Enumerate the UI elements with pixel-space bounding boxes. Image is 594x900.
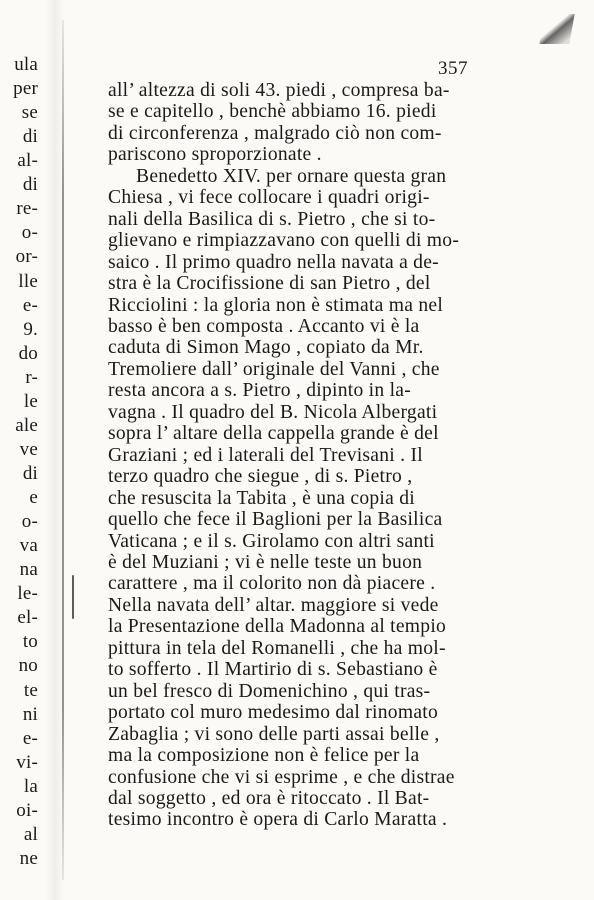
left-page-fragment: r- [25, 367, 38, 388]
text-line: all’ altezza di soli 43. piedi , compresa ba- [108, 80, 450, 101]
text-line: stra è la Crocifissione di san Pietro , del [108, 273, 431, 295]
text-line: che resuscita la Tabita , è una copia di [108, 487, 415, 509]
text-line: carattere , ma il colorito non dà piacere . [108, 573, 436, 595]
text-line: pittura in tela del Romanelli , che ha mol- [108, 637, 446, 659]
left-page-fragment: 9. [23, 319, 38, 340]
text-line: ma la composizione non è felice per la [108, 745, 420, 767]
text-line: Benedetto XIV. per ornare questa gran [136, 165, 447, 187]
left-page-fragment: di [22, 126, 38, 147]
text-line: nali della Basilica di s. Pietro , che si to- [108, 208, 436, 230]
left-page-fragment: la [23, 776, 38, 797]
left-page-fragment: va [19, 535, 38, 556]
left-page-fragment: na [19, 559, 38, 580]
text-line: glievano e rimpiazzavano con quelli di mo- [108, 230, 460, 252]
text-line: quello che fece il Baglioni per la Basilica [108, 509, 443, 531]
left-page-fragment: lle [18, 271, 38, 292]
left-page-fragment: le- [17, 583, 38, 604]
text-line: la Presentazione della Madonna al tempio [108, 616, 447, 638]
left-page-fragment: e [29, 487, 38, 508]
left-page-fragment: el- [17, 607, 38, 628]
text-line: Zabaglia ; vi sono delle parti assai belle , [108, 723, 440, 745]
left-page-fragment: ve [19, 439, 38, 460]
left-page-fragment: e- [22, 295, 38, 316]
left-page-fragment: re- [16, 198, 38, 219]
text-line: sopra l’ altare della cappella grande è del [108, 423, 439, 445]
left-page-fragment: per [13, 78, 38, 99]
text-line: caduta di Simon Mago , copiato da Mr. [108, 337, 424, 359]
left-page-fragment: ale [15, 415, 38, 436]
text-line: Graziani ; ed i laterali del Trevisani . Il [108, 444, 423, 466]
body-text [108, 80, 520, 831]
page-corner-mark [539, 14, 574, 44]
text-line: Ricciolini : la gloria non è stimata ma nel [108, 294, 444, 316]
left-page-fragment: e- [22, 728, 38, 749]
text-line: to sofferto . Il Martirio di s. Sebastiano è [108, 659, 438, 681]
left-page-fragment: ni [22, 704, 38, 725]
left-page-fragment: o- [21, 222, 38, 243]
binding-gutter-line [62, 20, 64, 880]
text-line: un bel fresco di Domenichino , qui tras- [108, 680, 431, 702]
stray-ink-mark [72, 575, 74, 619]
left-page-fragment: no [18, 655, 38, 676]
text-line: se e capitello , benchè abbiamo 16. piedi [108, 101, 437, 123]
left-page-fragment: or- [15, 246, 38, 267]
text-line: tesimo incontro è opera di Carlo Maratta . [108, 809, 448, 831]
text-line: saico . Il primo quadro nella navata a de- [108, 251, 439, 273]
left-page-fragment: ne [19, 848, 38, 869]
left-page-fragment: to [22, 631, 38, 652]
text-line: Nella navata dell’ altar. maggiore si vede [108, 594, 439, 616]
text-line: portato col muro medesimo dal rinomato [108, 702, 439, 724]
text-line: basso è ben composta . Accanto vi è la [108, 315, 420, 337]
left-page-fragment: al- [17, 150, 38, 171]
text-line: terzo quadro che siegue , di s. Pietro , [108, 466, 413, 488]
text-line: Tremoliere dall’ originale del Vanni , che [108, 358, 440, 380]
text-line: pariscono sproporzionate . [108, 144, 322, 166]
text-line: vagna . Il quadro del B. Nicola Albergati [108, 401, 438, 423]
text-line: dal soggetto , ed ora è ritoccato . Il Bat- [108, 787, 430, 809]
left-page-fragment: te [23, 680, 38, 701]
text-line: di circonferenza , malgrado ciò non com- [108, 122, 442, 144]
page-number: 357 [438, 58, 468, 79]
left-page-fragment: di [22, 174, 38, 195]
left-page-fragment: ula [14, 54, 38, 75]
left-page-fragment: oi- [16, 800, 38, 821]
left-page-fragment: le [23, 391, 38, 412]
text-line: confusione che vi si esprime , e che distrae [108, 766, 455, 788]
left-page-fragment: al [23, 824, 38, 845]
text-line: Vaticana ; e il s. Girolamo con altri santi [108, 530, 435, 552]
text-line: resta ancora a s. Pietro , dipinto in la- [108, 380, 411, 402]
left-page-fragment: di [22, 463, 38, 484]
left-page-fragment: do [18, 343, 38, 364]
left-page-fragment: o- [21, 511, 38, 532]
left-page-fragment: vi- [16, 752, 38, 773]
left-page-fragment: se [21, 102, 38, 123]
left-page-bleed [0, 54, 44, 874]
text-line: Chiesa , vi fece collocare i quadri origi- [108, 187, 430, 209]
text-line: è del Muziani ; vi è nelle teste un buon [108, 551, 423, 573]
